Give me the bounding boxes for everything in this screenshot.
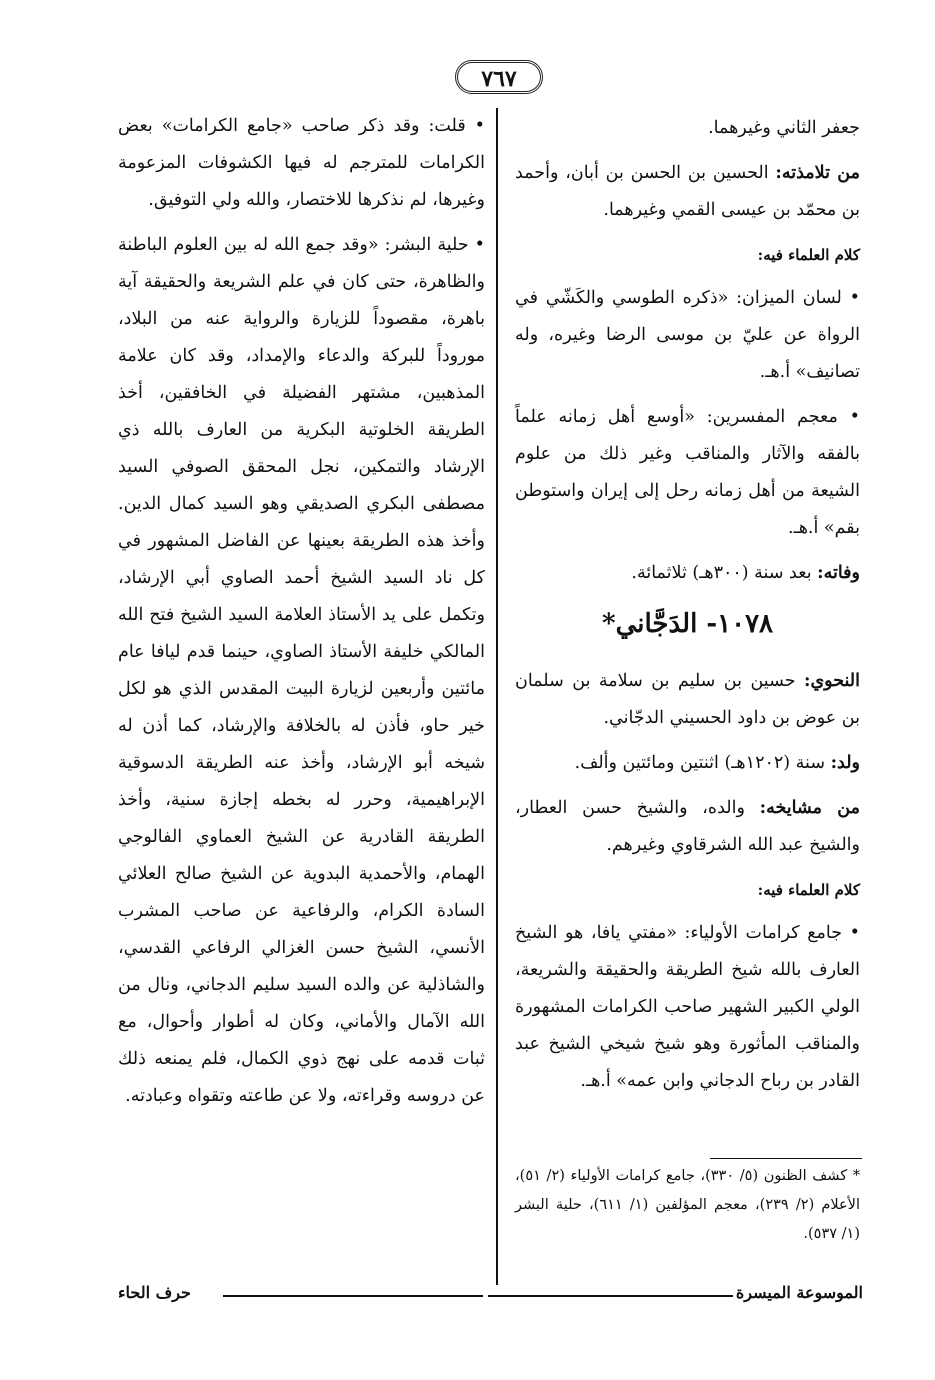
grammarian-label: النحوي: [804,671,860,691]
students-label: من تلامذته: [775,163,860,183]
grammarian-text: حسين بن سليم بن سلامة بن سلمان بن عوض بن داود الحسيني الدجّاني. [515,671,860,728]
death-label: وفاته: [817,563,860,583]
teachers-paragraph [515,790,860,864]
scholars-heading: كلام العلماء فيه: [757,881,860,899]
death-paragraph [515,555,860,592]
quote-lisan-al-mizan: • لسان الميزان: «ذكره الطوسي والكَشّي في الرواة عن عليّ بن موسى الرضا وغيره، وله تصانيف» أ.هـ. [515,288,860,382]
right-column [515,110,860,1108]
footer-rule [488,1295,733,1297]
students-text: الحسين بن الحسن بن أبان، وأحمد بن محمّد بن عيسى القمي وغيرهما. [515,163,860,220]
footnote-rule [710,1158,862,1159]
death-text: بعد سنة (٣٠٠هـ) ثلاثمائة. [631,563,818,583]
footer-section-letter: حرف الحاء [118,1283,191,1302]
teachers-label: من مشايخه: [759,798,860,818]
entry-title: ١٠٧٨- الدَجَّاني* [602,609,773,639]
footer-rule [223,1295,483,1297]
teachers-text: والده، والشيخ حسن العطار، والشيخ عبد الله الشرقاوي وغيرهم. [515,798,860,855]
students-paragraph [515,155,860,229]
born-paragraph [515,745,860,782]
quote-mujam-al-mufassirin: • معجم المفسرين: «أوسع أهل زمانه علماً بالفقه والآثار والمناقب وغير ذلك من علوم الشيعة من أهل زمانه رحل إلى إيران واستوطن بقم» أ.هـ. [515,407,860,538]
page-footer [118,1283,863,1305]
intro-line: جعفر الثاني وغيرهما. [708,118,860,138]
grammarian-paragraph [515,663,860,737]
page-number: ٧٦٧ [455,60,543,94]
author-note-paragraph: • قلت: وقد ذكر صاحب «جامع الكرامات» بعض الكرامات للمترجم له فيها الكشوفات المزعومة وغيرها، لم نذكرها للاختصار، والله ولي التوفيق. [118,116,485,210]
born-label: ولد: [830,753,860,773]
left-column [118,108,485,1123]
scholars-heading: كلام العلماء فيه: [757,246,860,264]
column-divider [496,108,498,1285]
footer-book-title: الموسوعة الميسرة [735,1283,863,1302]
quote-hilyat-al-bashar: • حلية البشر: «وقد جمع الله له بين العلوم الباطنة والظاهرة، حتى كان في علم الشريعة والحقيقة آية باهرة، مقصوداً للزيارة والرواية عنه من البلاد، موروداً للبركة والدعاء والإمداد، وقد كان علامة المذهبين، مشتهر الفضيلة في الخافقين، أخذ الطريقة الخلوتية البكرية من العارف بالله ذي الإرشاد والتمكين، نجل المحقق الصوفي السيد مصطفى البكري الصديقي وهو السيد كمال الدين. وأخذ هذه الطريقة بعينها عن الفاضل المشهور في كل ناد السيد الشيخ أحمد الصاوي أبي الإرشاد، وتكمل على يد الأستاذ العلامة السيد الشيخ فتح الله المالكي خليفة الأستاذ الصاوي، حينما قدم ليافا عام مائتين وأربعين لزيارة البيت المقدس الذي هو لكل خير حاو، فأذن له بالخلافة والإرشاد، كما أذن له شيخه أبو الإرشاد، وأخذ عنه الطريقة الدسوقية الإبراهيمية، وحرر له بخطه إجازة سنية، وأخذ الطريقة القادرية عن الشيخ العماوي الفالوجي الهمام، والأحمدية البدوية عن الشيخ صالح العلائي السادة الكرام، والرفاعية عن صاحب المشرب الأنسي، الشيخ حسن الغزالي الرفاعي القدسي، والشاذلية عن والده السيد سليم الدجاني، ونال من الله الآمال والأماني، وكان له أطوار وأحوال، مع ثبات قدمه على نهج ذوي الكمال، فلم يمنعه ذلك عن دروسه وقراءته، ولا عن طاعته وتقواه وعبادته. [118,235,485,1106]
footnote: * كشف الظنون (٥/ ٣٣٠)، جامع كرامات الأولياء (٢/ ٥١)، الأعلام (٢/ ٢٣٩)، معجم المؤلفين (١/ ٦١١)، حلية البشر (١/ ٥٣٧). [515,1168,860,1242]
born-text: سنة (١٢٠٢هـ) اثنتين ومائتين وألف. [574,753,831,773]
quote-jami-karamat: • جامع كرامات الأولياء: «مفتي يافا، هو الشيخ العارف بالله شيخ الطريقة والحقيقة والشريعة، الولي الكبير الشهير صاحب الكرامات المشهورة والمناقب المأثورة وهو شيخ شيخي الشيخ عبد القادر بن رباح الدجاني وابن عمه» أ.هـ. [515,923,860,1091]
